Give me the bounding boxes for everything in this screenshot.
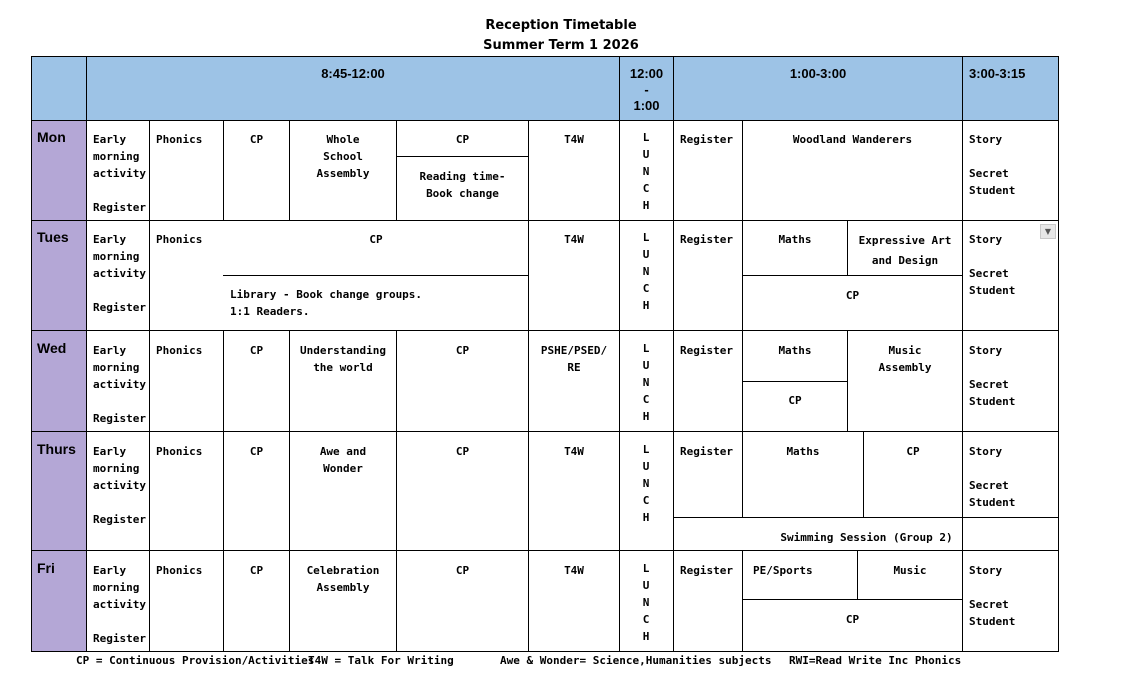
tues-t4w: T4W bbox=[564, 233, 584, 246]
lunch-letter: L bbox=[642, 562, 650, 575]
fri-phonics: Phonics bbox=[156, 564, 203, 577]
fri-celebration-assembly: Celebration Assembly bbox=[306, 564, 380, 594]
wed-story: Story Secret Student bbox=[969, 344, 1016, 408]
lunch-letter: H bbox=[642, 410, 650, 423]
thurs-register: Register bbox=[680, 445, 733, 458]
fri-story: Story Secret Student bbox=[969, 564, 1016, 628]
tues-maths: Maths bbox=[778, 233, 812, 246]
wed-register: Register bbox=[680, 344, 733, 357]
day-label-mon: Mon bbox=[37, 129, 66, 145]
mon-woodland-wanderers: Woodland Wanderers bbox=[792, 133, 913, 146]
thurs-swimming-session: Swimming Session (Group 2) bbox=[780, 531, 953, 544]
legend-t4w: T4W = Talk For Writing bbox=[308, 654, 454, 667]
tues-cp-afternoon: CP bbox=[845, 289, 860, 302]
legend-cp: CP = Continuous Provision/Activities bbox=[76, 654, 315, 667]
thurs-awe-and-wonder: Awe and Wonder bbox=[319, 445, 367, 475]
header-late: 3:00-3:15 bbox=[969, 66, 1026, 81]
lunch-letter: C bbox=[642, 613, 650, 626]
thurs-story: Story Secret Student bbox=[969, 445, 1016, 509]
lunch-letter: U bbox=[642, 248, 650, 261]
legend-rwi: RWI=Read Write Inc Phonics bbox=[789, 654, 962, 667]
wed-cp-2: CP bbox=[455, 344, 470, 357]
lunch-letter: H bbox=[642, 299, 650, 312]
lunch-label-wed bbox=[636, 340, 656, 425]
wed-early-activity: Early morning activity Register bbox=[93, 344, 146, 425]
lunch-letter: C bbox=[642, 494, 650, 507]
tues-phonics: Phonics bbox=[156, 233, 203, 246]
legend-awe-wonder: Awe & Wonder= Science,Humanities subjects bbox=[500, 654, 772, 667]
wed-cp-afternoon: CP bbox=[788, 394, 802, 407]
tues-expressive-art: Expressive Art and Design bbox=[858, 234, 952, 267]
header-morning: 8:45-12:00 bbox=[321, 66, 385, 81]
fri-cp-afternoon: CP bbox=[845, 613, 860, 626]
lunch-label-mon bbox=[636, 129, 656, 214]
lunch-letter: L bbox=[642, 231, 650, 244]
lunch-letter: H bbox=[642, 199, 650, 212]
page-subtitle: Summer Term 1 2026 bbox=[483, 38, 639, 53]
wed-cp-1: CP bbox=[249, 344, 264, 357]
header-afternoon: 1:00-3:00 bbox=[789, 66, 847, 81]
thurs-cp-1: CP bbox=[249, 445, 264, 458]
wed-phonics: Phonics bbox=[156, 344, 203, 357]
lunch-letter: N bbox=[642, 596, 650, 609]
fri-pe-sports: PE/Sports bbox=[753, 564, 813, 577]
mon-reading-time: Reading time- Book change bbox=[419, 170, 506, 200]
dropdown-arrow-icon[interactable]: ▼ bbox=[1040, 224, 1056, 239]
mon-cp-2: CP bbox=[455, 133, 470, 146]
lunch-letter: N bbox=[642, 265, 650, 278]
lunch-label-fri bbox=[636, 560, 656, 645]
mon-assembly: Whole School Assembly bbox=[316, 133, 370, 180]
wed-pshe: PSHE/PSED/ RE bbox=[540, 344, 608, 374]
mon-early-activity: Early morning activity Register bbox=[93, 133, 146, 214]
fri-music: Music bbox=[893, 564, 927, 577]
thurs-cp-afternoon: CP bbox=[906, 445, 920, 458]
lunch-letter: N bbox=[642, 165, 650, 178]
day-label-thurs: Thurs bbox=[37, 441, 76, 457]
lunch-letter: U bbox=[642, 148, 650, 161]
tues-library: Library - Book change groups. 1:1 Readers. bbox=[230, 288, 423, 318]
fri-cp-1: CP bbox=[249, 564, 264, 577]
wed-maths: Maths bbox=[778, 344, 812, 357]
fri-early-activity: Early morning activity Register bbox=[93, 564, 146, 645]
day-label-fri: Fri bbox=[37, 560, 55, 576]
thurs-early-activity: Early morning activity Register bbox=[93, 445, 146, 526]
mon-cp-1: CP bbox=[249, 133, 264, 146]
lunch-letter: N bbox=[642, 376, 650, 389]
mon-phonics: Phonics bbox=[156, 133, 203, 146]
lunch-letter: L bbox=[642, 342, 650, 355]
day-label-tues: Tues bbox=[37, 229, 69, 245]
thurs-maths: Maths bbox=[786, 445, 820, 458]
fri-t4w: T4W bbox=[564, 564, 584, 577]
page-title: Reception Timetable bbox=[485, 18, 637, 33]
lunch-letter: C bbox=[642, 282, 650, 295]
wed-understanding-world: Understanding the world bbox=[299, 344, 387, 374]
thurs-cp-2: CP bbox=[455, 445, 470, 458]
tues-cp: CP bbox=[369, 233, 383, 246]
lunch-letter: C bbox=[642, 393, 650, 406]
lunch-label-thurs bbox=[636, 441, 656, 526]
thurs-phonics: Phonics bbox=[156, 445, 203, 458]
lunch-letter: U bbox=[642, 460, 650, 473]
mon-story: Story Secret Student bbox=[969, 133, 1016, 197]
lunch-letter: U bbox=[642, 359, 650, 372]
day-label-wed: Wed bbox=[37, 340, 67, 356]
lunch-letter: C bbox=[642, 182, 650, 195]
wed-music-assembly: Music Assembly bbox=[878, 344, 932, 374]
lunch-letter: H bbox=[642, 511, 650, 524]
header-lunch-time: 12:00 - 1:00 bbox=[629, 66, 664, 113]
tues-register: Register bbox=[680, 233, 733, 246]
lunch-letter: U bbox=[642, 579, 650, 592]
lunch-letter: L bbox=[642, 443, 650, 456]
mon-t4w: T4W bbox=[564, 133, 584, 146]
lunch-letter: L bbox=[642, 131, 650, 144]
fri-register: Register bbox=[680, 564, 733, 577]
lunch-label-tues bbox=[636, 229, 656, 314]
fri-cp-2: CP bbox=[455, 564, 470, 577]
thurs-t4w: T4W bbox=[564, 445, 584, 458]
lunch-letter: N bbox=[642, 477, 650, 490]
tues-story: Story Secret Student bbox=[969, 233, 1016, 297]
mon-register: Register bbox=[680, 133, 733, 146]
tues-early-activity: Early morning activity Register bbox=[93, 233, 146, 314]
lunch-letter: H bbox=[642, 630, 650, 643]
